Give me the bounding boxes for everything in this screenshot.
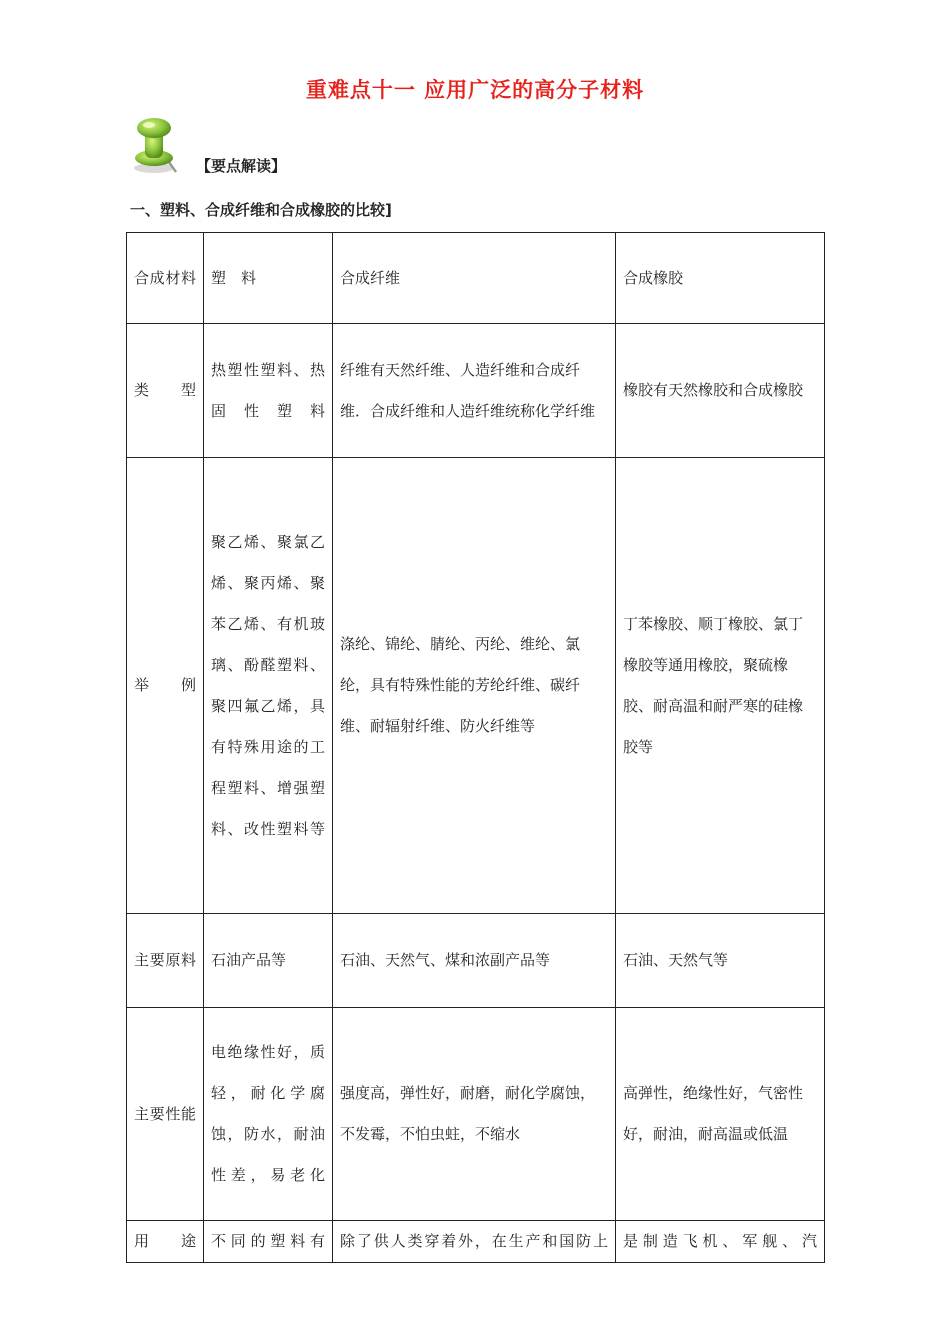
cell-fiber: 石油、天然气、煤和浓副产品等 [333,914,616,1008]
header-cell-rubber: 合成橡胶 [616,233,825,324]
cell-plastic: 石油产品等 [204,914,333,1008]
row-label: 主要性能 [127,1008,204,1221]
cell-plastic: 聚乙烯、聚氯乙烯、聚丙烯、聚苯乙烯、有机玻璃、酚醛塑料、聚四氟乙烯，具有特殊用途的工程塑料、增强塑料、改性塑料等 [204,458,333,914]
table-row [127,324,825,458]
row-label: 举 例 [127,458,204,914]
cell-rubber: 丁苯橡胶、顺丁橡胶、氯丁橡胶等通用橡胶，聚硫橡胶、耐高温和耐严寒的硅橡胶等 [616,458,825,914]
table-row [127,458,825,914]
row-label: 用 途 [127,1221,204,1263]
cell-rubber: 是制造飞机、军舰、汽 [616,1221,825,1263]
comparison-table [126,232,825,1263]
cell-rubber: 橡胶有天然橡胶和合成橡胶 [616,324,825,458]
table-header-row [127,233,825,324]
header-cell-fiber: 合成纤维 [333,233,616,324]
cell-fiber: 除了供人类穿着外，在生产和国防上 [333,1221,616,1263]
row-label: 类 型 [127,324,204,458]
cell-fiber: 涤纶、锦纶、腈纶、丙纶、维纶、氯纶，具有特殊性能的芳纶纤维、碳纤维、耐辐射纤维、防火纤维等 [333,458,616,914]
table-row [127,914,825,1008]
subheading: 一、塑料、合成纤维和合成橡胶的比较] [130,201,392,219]
cell-rubber: 石油、天然气等 [616,914,825,1008]
cell-plastic: 电绝缘性好，质轻，耐化学腐蚀，防水，耐油性差，易老化 [204,1008,333,1221]
table-row [127,1221,825,1263]
cell-plastic: 热塑性塑料、热固性塑料 [204,324,333,458]
header-cell-plastic: 塑 料 [204,233,333,324]
cell-fiber: 强度高，弹性好，耐磨，耐化学腐蚀，不发霉，不怕虫蛀，不缩水 [333,1008,616,1221]
header-cell-material: 合成材料 [127,233,204,324]
pushpin-icon [128,114,186,176]
cell-fiber: 纤维有天然纤维、人造纤维和合成纤维．合成纤维和人造纤维统称化学纤维 [333,324,616,458]
cell-rubber: 高弹性，绝缘性好，气密性好，耐油，耐高温或低温 [616,1008,825,1221]
row-label: 主要原料 [127,914,204,1008]
cell-plastic: 不同的塑料有 [204,1221,333,1263]
page-title: 重难点十一 应用广泛的高分子材料 [305,78,645,102]
section-label: 【要点解读】 [196,157,287,175]
table-row [127,1008,825,1221]
